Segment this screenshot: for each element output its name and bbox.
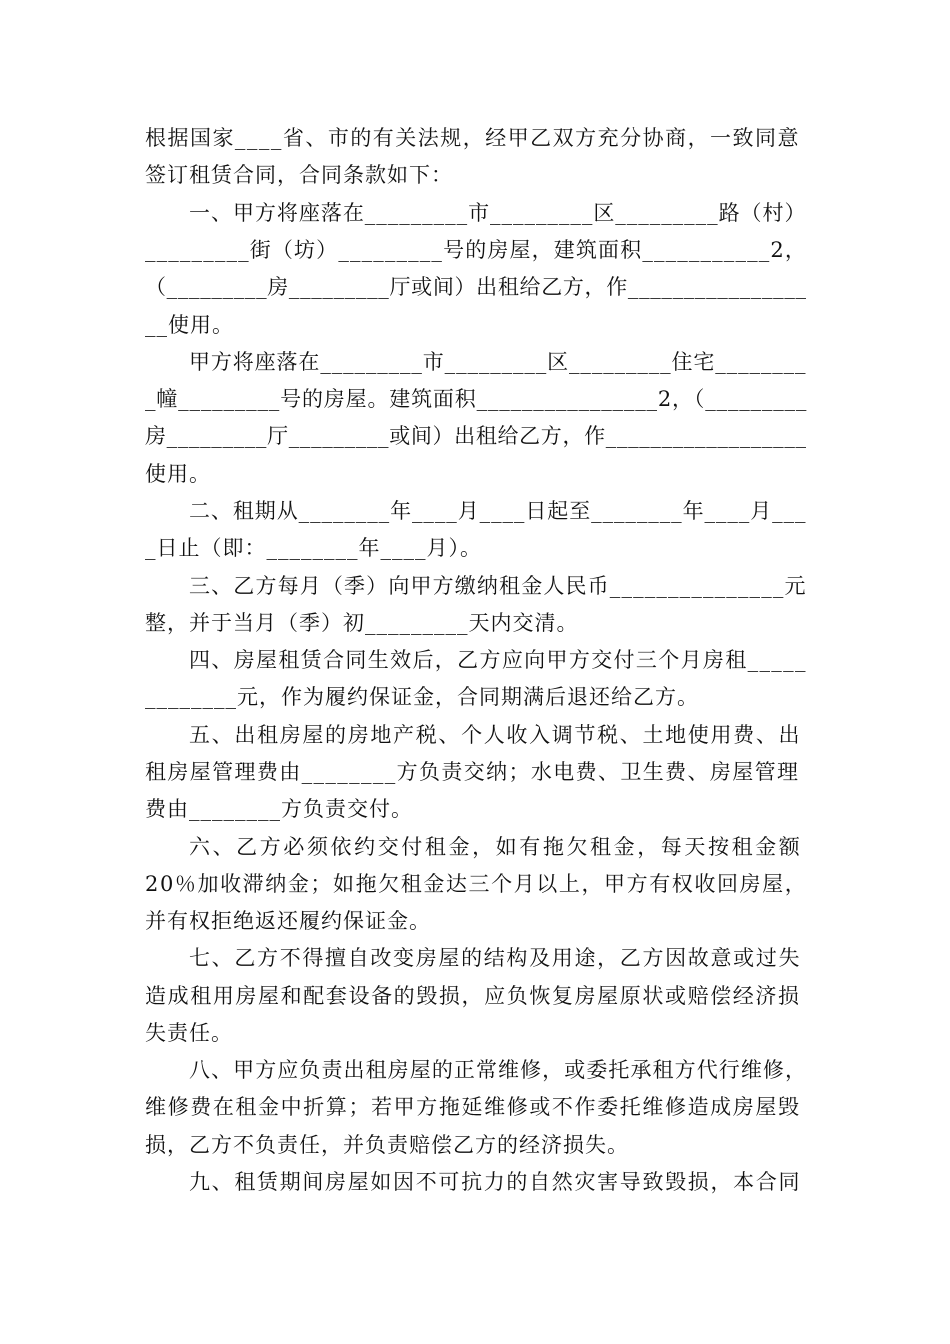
text-line: 七、乙方不得擅自改变房屋的结构及用途，乙方因故意或过失 [189, 946, 802, 970]
text-line: 一、甲方将座落在_________市_________区_________路（村） [189, 201, 807, 225]
text-line: _日止（即：________年____月）。 [145, 536, 482, 560]
text-line: 整，并于当月（季）初_________天内交清。 [145, 611, 579, 635]
text-line: 失责任。 [145, 1021, 233, 1045]
text-line: 甲方将座落在_________市_________区_________住宅________ [189, 350, 807, 374]
text-line: 签订租赁合同，合同条款如下： [145, 163, 453, 187]
text-line: 维修费在租金中折算；若甲方拖延维修或不作委托维修造成房屋毁 [145, 1095, 801, 1119]
text-line: _幢_________号的房屋。建筑面积________________2，（_________ [145, 387, 808, 411]
text-line: 二、租期从________年____月____日起至________年____月___ [189, 499, 807, 523]
text-line: 六、乙方必须依约交付租金，如有拖欠租金，每天按租金额 [189, 835, 803, 859]
text-line: 20％加收滞纳金；如拖欠租金达三个月以上，甲方有权收回房屋， [145, 872, 808, 896]
text-line: 四、房屋租赁合同生效后，乙方应向甲方交付三个月房租_____ [189, 648, 807, 672]
text-line: 房_________厅_________或间）出租给乙方，作__________________ [145, 424, 807, 448]
text-line: 根据国家____省、市的有关法规，经甲乙双方充分协商，一致同意 [145, 126, 800, 150]
text-line: 八、甲方应负责出租房屋的正常维修，或委托承租方代行维修， [189, 1058, 808, 1082]
text-line: 五、出租房屋的房地产税、个人收入调节税、土地使用费、出 [189, 723, 802, 747]
text-line: __使用。 [145, 313, 234, 337]
text-line: 使用。 [145, 462, 211, 486]
text-line: 三、乙方每月（季）向甲方缴纳租金人民币_______________元 [189, 574, 807, 598]
text-line: （_________房_________厅或间）出租给乙方，作________________ [145, 275, 807, 299]
text-line: 损，乙方不负责任，并负责赔偿乙方的经济损失。 [145, 1133, 629, 1157]
text-line: _________街（坊）_________号的房屋，建筑面积___________2， [145, 238, 807, 262]
text-line: 造成租用房屋和配套设备的毁损，应负恢复房屋原状或赔偿经济损 [145, 984, 801, 1008]
text-line: 租房屋管理费由________方负责交纳；水电费、卫生费、房屋管理 [145, 760, 800, 784]
text-line: 九、租赁期间房屋如因不可抗力的自然灾害导致毁损，本合同 [189, 1170, 802, 1194]
text-line: ________元，作为履约保证金，合同期满后退还给乙方。 [145, 685, 699, 709]
text-line: 并有权拒绝返还履约保证金。 [145, 909, 431, 933]
text-line: 费由________方负责交付。 [145, 797, 413, 821]
